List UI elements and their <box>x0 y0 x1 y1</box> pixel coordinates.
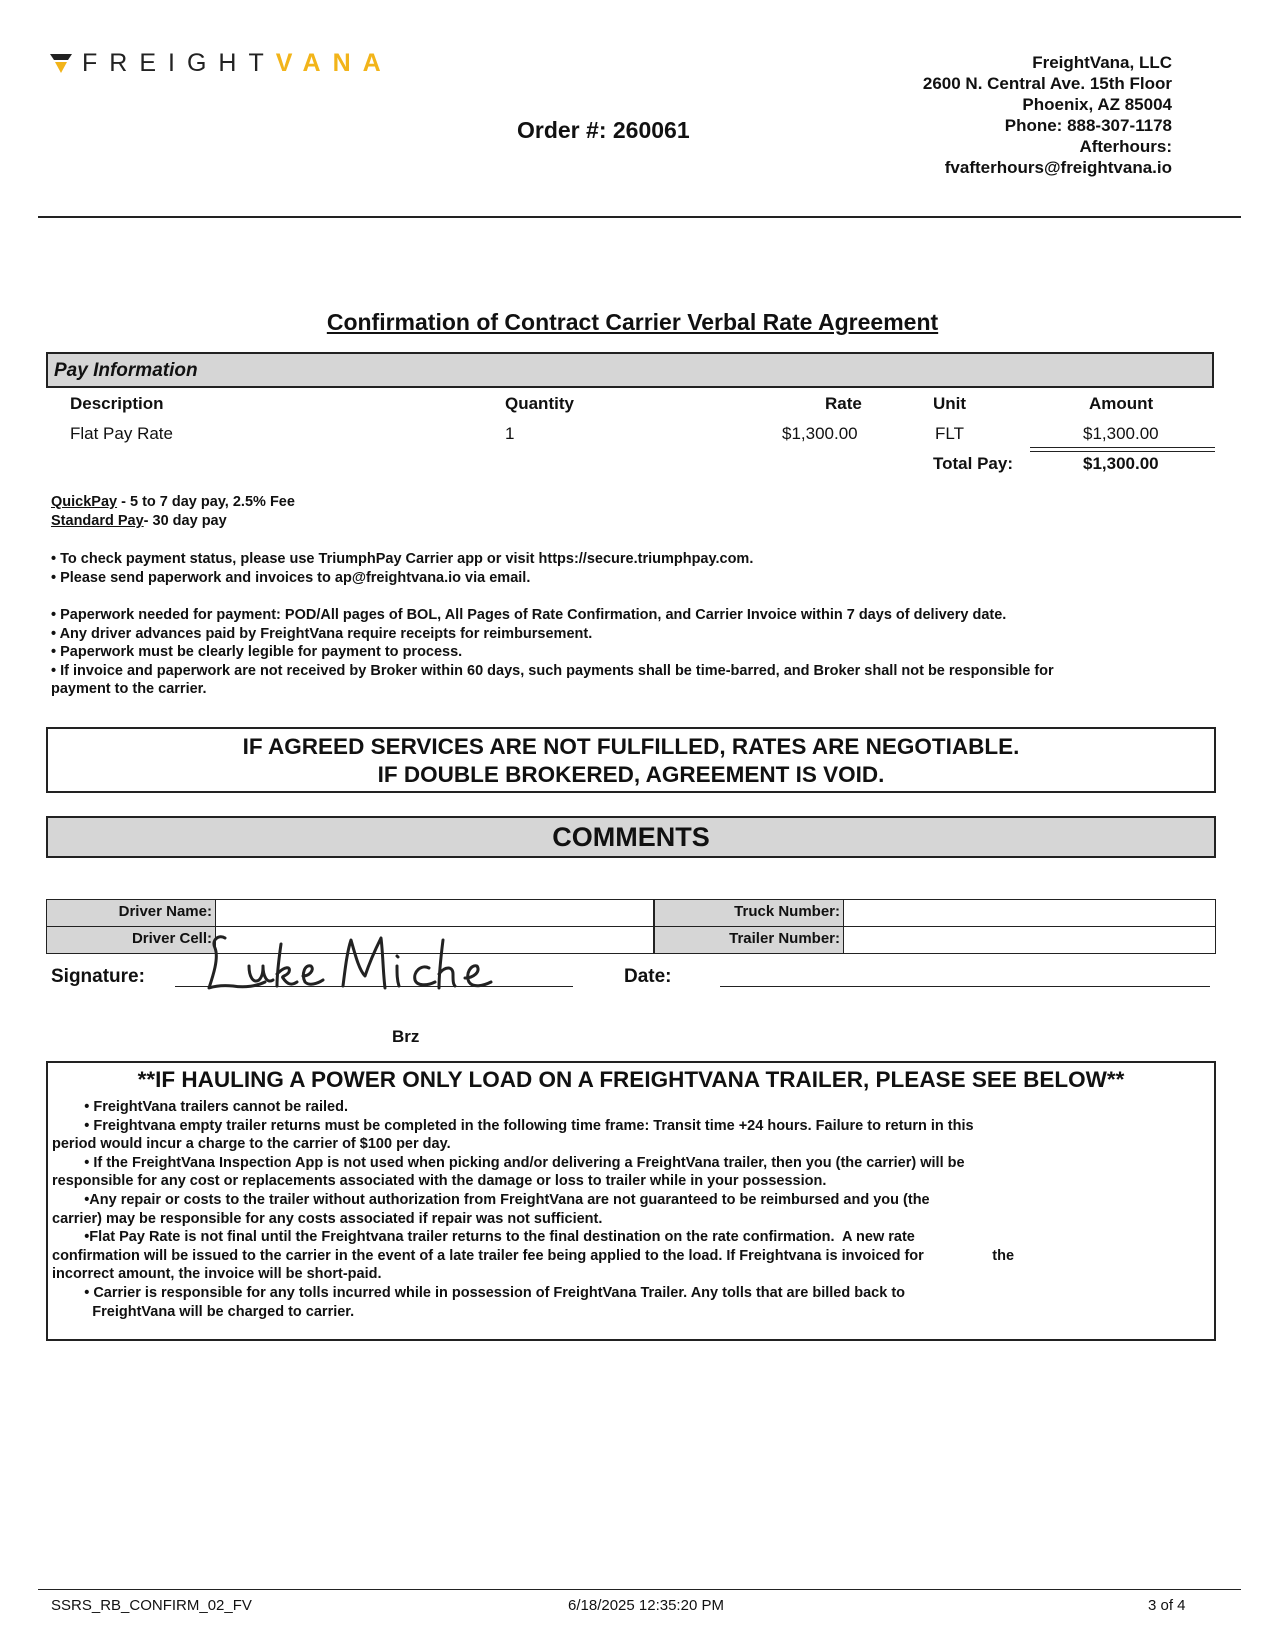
date-line[interactable] <box>720 986 1210 987</box>
pay-information-label: Pay Information <box>54 360 198 381</box>
company-city: Phoenix, AZ 85004 <box>1022 95 1172 114</box>
logo-wordmark <box>82 49 393 78</box>
col-unit-header: Unit <box>933 394 967 413</box>
date-label: Date: <box>624 966 672 987</box>
trailer-number-field[interactable] <box>843 926 1216 954</box>
company-address-block <box>923 52 1172 178</box>
company-phone: Phone: 888-307-1178 <box>1004 116 1172 135</box>
driver-name-label: Driver Name: <box>46 899 216 927</box>
signature-note: Brz <box>392 1027 420 1046</box>
power-only-title: **IF HAULING A POWER ONLY LOAD ON A FREIGHTVANA TRAILER, PLEASE SEE BELOW** <box>137 1067 1125 1092</box>
header-divider <box>38 216 1241 218</box>
power-only-line: • Carrier is responsible for any tolls incurred while in possession of FreightVana Trailer. Any tolls that are billed back to <box>52 1284 906 1301</box>
driver-cell-label: Driver Cell: <box>46 926 216 954</box>
power-only-line: • Freightvana empty trailer returns must be completed in the following time frame: Transit time +24 hours. Failure to return in this <box>52 1117 974 1134</box>
power-only-line: • If the FreightVana Inspection App is not used when picking and/or delivering a FreightVana trailer, then you (the carrier) will be <box>52 1154 965 1171</box>
logo-suffix: VANA <box>275 48 393 77</box>
footer-report-id: SSRS_RB_CONFIRM_02_FV <box>51 1597 252 1614</box>
note-item: • Paperwork must be clearly legible for payment to process. <box>51 644 463 660</box>
truck-number-label: Truck Number: <box>654 899 844 927</box>
standard-pay-text: - 30 day pay <box>143 513 227 529</box>
freightvana-logo <box>50 48 393 78</box>
signature-label: Signature: <box>51 966 145 987</box>
agreement-title: Confirmation of Contract Carrier Verbal Rate Agreement <box>326 309 939 335</box>
company-street: 2600 N. Central Ave. 15th Floor <box>922 74 1172 93</box>
amount-double-rule <box>1030 447 1215 452</box>
note-item: payment to the carrier. <box>51 681 207 697</box>
note-item: • To check payment status, please use TriumphPay Carrier app or visit https://secure.triumphpay.com. <box>51 551 754 567</box>
company-afterhours-email: fvafterhours@freightvana.io <box>944 158 1172 177</box>
power-only-line: responsible for any cost or replacements associated with the damage or loss to trailer while in your possession. <box>52 1173 827 1190</box>
power-only-terms <box>52 1098 1182 1321</box>
notice-line: IF AGREED SERVICES ARE NOT FULFILLED, RATES ARE NEGOTIABLE. <box>242 734 1020 759</box>
handwritten-signature <box>205 930 495 996</box>
row-description: Flat Pay Rate <box>70 424 173 443</box>
col-amount-header: Amount <box>1089 394 1154 413</box>
note-item: • Any driver advances paid by FreightVana require receipts for reimbursement. <box>51 625 593 642</box>
row-rate: $1,300.00 <box>782 424 858 443</box>
power-only-line: •Any repair or costs to the trailer without authorization from FreightVana are not guaranteed to be reimbursed and you (the <box>52 1191 930 1208</box>
company-afterhours-label: Afterhours: <box>1079 137 1172 156</box>
col-quantity-header: Quantity <box>505 394 574 413</box>
power-only-line: • FreightVana trailers cannot be railed. <box>52 1099 348 1115</box>
power-only-line: carrier) may be responsible for any costs associated if repair was not sufficient. <box>52 1210 603 1227</box>
order-number: Order #: 260061 <box>517 117 690 143</box>
standard-pay-label: Standard Pay <box>51 513 144 529</box>
power-only-line: •Flat Pay Rate is not final until the Freightvana trailer returns to the final destination on the rate confirmation. A new rate <box>52 1229 915 1246</box>
note-item: • If invoice and paperwork are not received by Broker within 60 days, such payments shall be time-barred, and Broker shall not be responsible for <box>51 662 1054 679</box>
note-item: • Please send paperwork and invoices to ap@freightvana.io via email. <box>51 569 531 586</box>
paperwork-notes <box>51 606 1231 699</box>
truck-number-field[interactable] <box>843 899 1216 927</box>
driver-name-field[interactable] <box>215 899 654 927</box>
notice-line: IF DOUBLE BROKERED, AGREEMENT IS VOID. <box>377 762 885 787</box>
total-pay-value: $1,300.00 <box>1083 454 1159 473</box>
pay-information-header <box>46 352 1214 388</box>
freightvana-chevron-icon <box>50 52 72 74</box>
note-item: • Paperwork needed for payment: POD/All pages of BOL, All Pages of Rate Confirmation, and Carrier Invoice within 7 days of delivery date. <box>51 607 1007 623</box>
quickpay-label: QuickPay <box>51 494 118 510</box>
power-only-line: period would incur a charge to the carrier of $100 per day. <box>52 1136 451 1153</box>
footer-timestamp: 6/18/2025 12:35:20 PM <box>568 1597 724 1614</box>
quickpay-text: - 5 to 7 day pay, 2.5% Fee <box>117 494 295 510</box>
rate-notice-box <box>46 727 1216 793</box>
row-amount: $1,300.00 <box>1083 424 1159 443</box>
payment-status-notes <box>51 550 1231 587</box>
power-only-line: FreightVana will be charged to carrier. <box>52 1303 355 1320</box>
power-only-line: confirmation will be issued to the carrier in the event of a late trailer fee being applied to the load. If Freightvana is invoiced for the <box>52 1247 1015 1264</box>
power-only-line: incorrect amount, the invoice will be short-paid. <box>52 1266 382 1283</box>
comments-header: COMMENTS <box>46 816 1216 858</box>
payment-options <box>51 493 295 531</box>
trailer-number-label: Trailer Number: <box>654 926 844 954</box>
total-pay-label: Total Pay: <box>933 454 1013 473</box>
logo-prefix: FREIGHT <box>82 48 276 77</box>
row-quantity: 1 <box>505 424 515 443</box>
row-unit: FLT <box>935 424 964 443</box>
footer-divider <box>38 1589 1241 1590</box>
power-only-box <box>46 1061 1216 1341</box>
company-name: FreightVana, LLC <box>1032 53 1172 72</box>
footer-page-number: 3 of 4 <box>1148 1597 1186 1614</box>
col-description-header: Description <box>70 394 164 413</box>
col-rate-header: Rate <box>825 394 862 413</box>
